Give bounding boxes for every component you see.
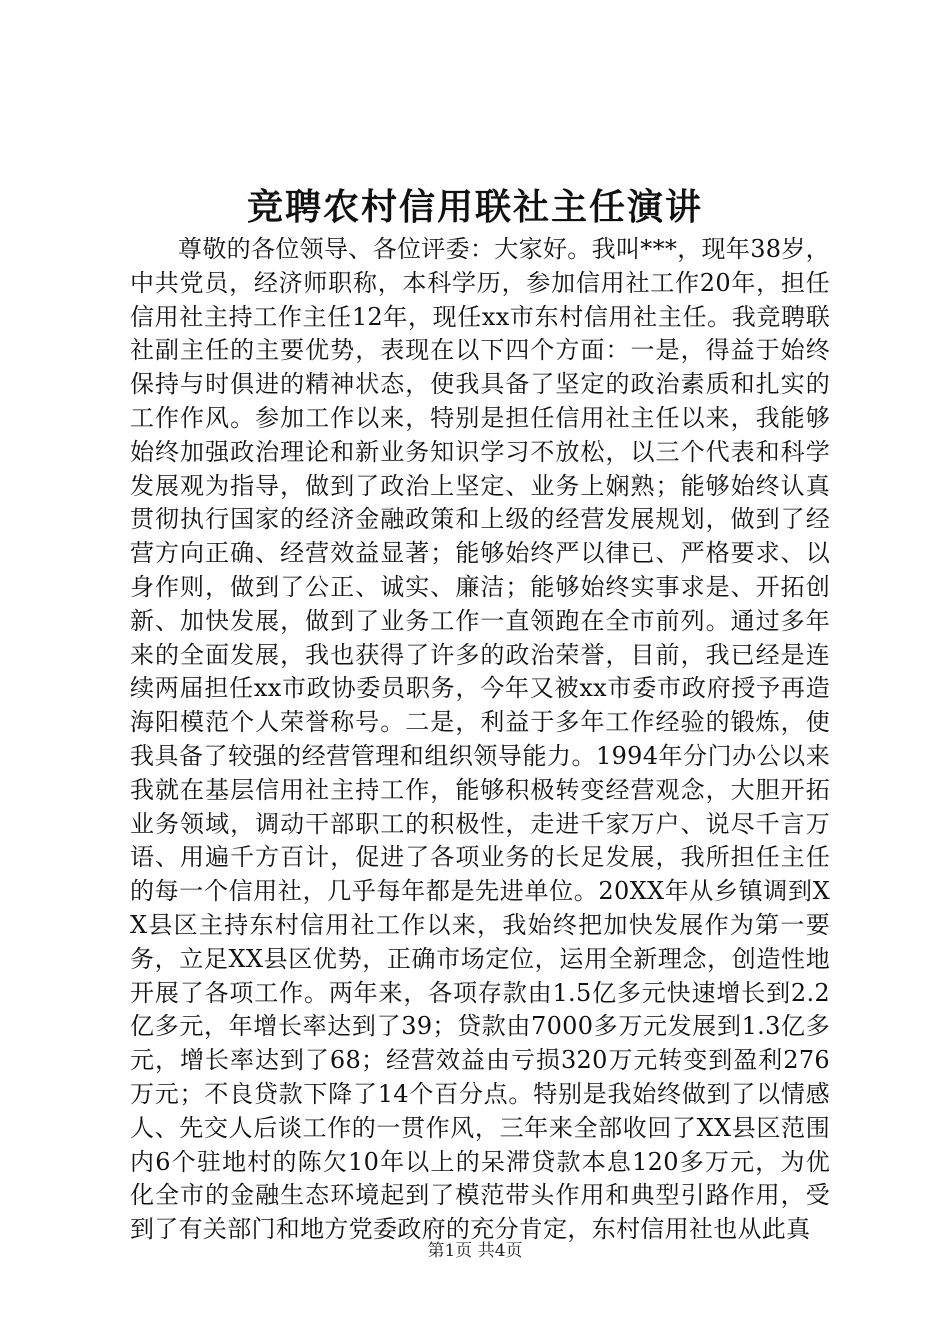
page-number-footer: 第1页 共4页: [427, 1241, 523, 1261]
document-title: 竞聘农村信用联社主任演讲: [246, 186, 703, 228]
speech-body-paragraph: 尊敬的各位领导、各位评委：大家好。我叫***，现年38岁，中共党员，经济师职称，本科学历，参加信用社工作20年，担任信用社主持工作主任12年，现任xx市东村信用社主任。我竞聘联社副主任的主要优势，表现在以下四个方面：一是，得益于始终保持与时俱进的精神状态，使我具备了坚定的政治素质和扎实的工作作风。参加工作以来，特别是担任信用社主任以来，我能够始终加强政治理论和新业务知识学习不放松，以三个代表和科学发展观为指导，做到了政治上坚定、业务上娴熟；能够始终认真贯彻执行国家的经济金融政策和上级的经营发展规划，做到了经营方向正确、经营效益显著；能够始终严以律已、严格要求、以身作则，做到了公正、诚实、廉洁；能够始终实事求是、开拓创新、加快发展，做到了业务工作一直领跑在全市前列。通过多年来的全面发展，我也获得了许多的政治荣誉，目前，我已经是连续两届担任xx市政协委员职务，今年又被xx市委市政府授予再造海阳模范个人荣誉称号。二是，利益于多年工作经验的锻炼，使我具备了较强的经营管理和组织领导能力。1994年分门办公以来我就在基层信用社主持工作，能够积极转变经营观念，大胆开拓业务领域，调动干部职工的积极性，走进千家万户、说尽千言万语、用遍千方百计，促进了各项业务的长足发展，我所担任主任的每一个信用社，几乎每年都是先进单位。20XX年从乡镇调到XX县区主持东村信用社工作以来，我始终把加快发展作为第一要务，立足XX县区优势，正确市场定位，运用全新理念，创造性地开展了各项工作。两年来，各项存款由1.5亿多元快速增长到2.2亿多元，年增长率达到了39；贷款由7000多万元发展到1.3亿多元，增长率达到了68；经营效益由亏损320万元转变到盈利276万元；不良贷款下降了14个百分点。特别是我始终做到了以情感人、先交人后谈工作的一贯作风，三年来全部收回了XX县区范围内6个驻地村的陈欠10年以上的呆滞贷款本息120多万元，为优化全市的金融生态环境起到了模范带头作用和典型引路作用，受到了有关部门和地方党委政府的充分肯定，东村信用社也从此真: [130, 235, 830, 1244]
